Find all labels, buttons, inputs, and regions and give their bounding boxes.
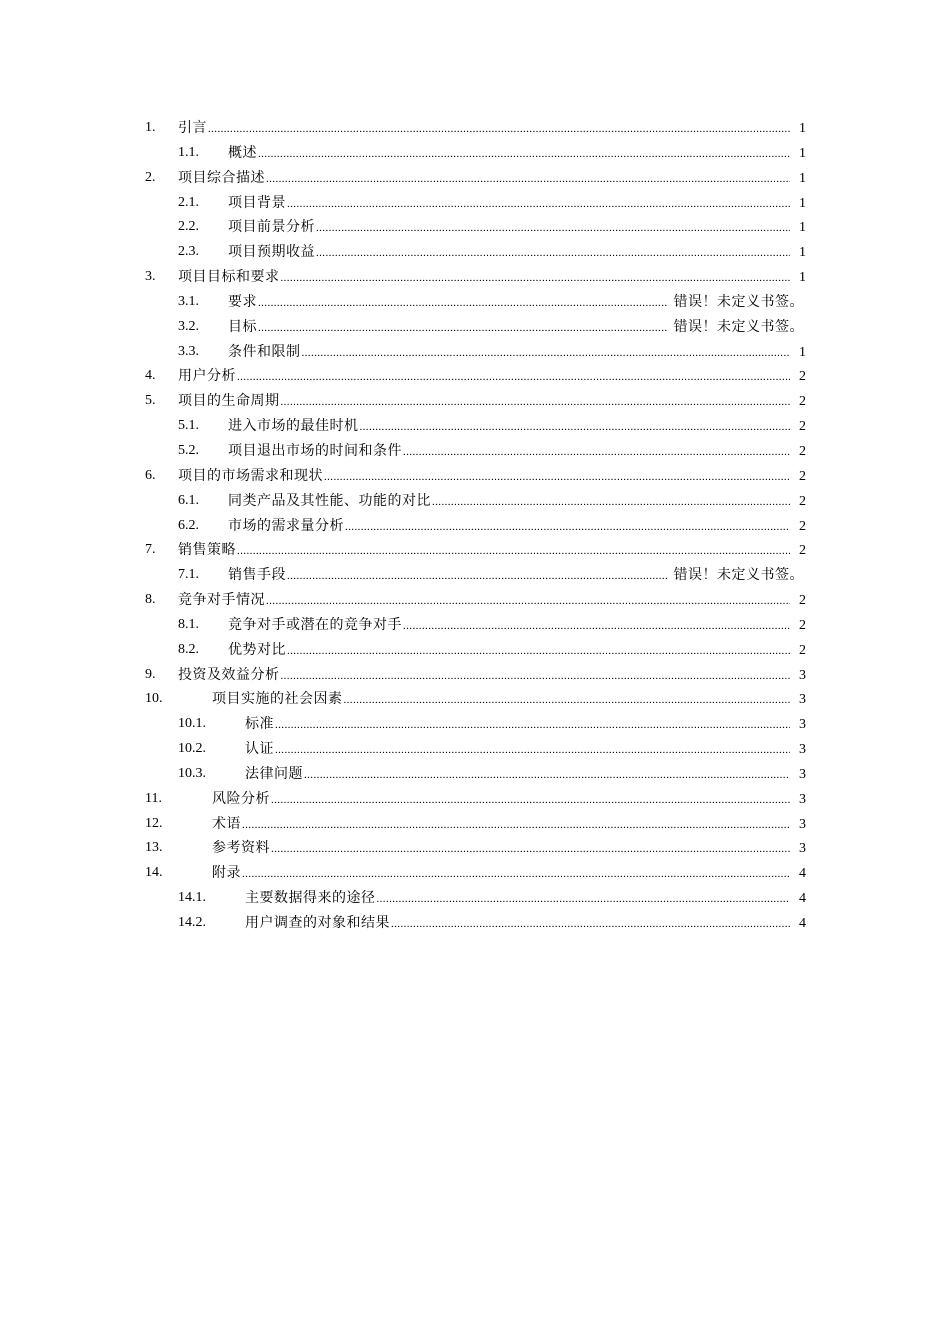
toc-entry-page-number: 3 <box>799 667 806 683</box>
toc-entry-title: 项目综合描述 <box>178 169 265 186</box>
toc-entry-title: 销售策略 <box>178 542 236 559</box>
toc-entry[interactable] <box>0 265 950 290</box>
toc-entry[interactable] <box>0 588 950 613</box>
toc-entry-number: 2. <box>145 169 156 185</box>
dot-leader <box>377 887 791 912</box>
toc-entry-number: 8. <box>145 592 156 608</box>
toc-entry-title: 附录 <box>212 865 241 882</box>
toc-entry-title: 项目预期收益 <box>228 244 315 261</box>
toc-entry-page-number: 3 <box>799 692 806 708</box>
dot-leader <box>271 788 790 813</box>
dot-leader <box>287 192 790 217</box>
toc-entry-page-number: 2 <box>799 617 806 633</box>
dot-leader <box>403 440 790 465</box>
toc-entry-number: 4. <box>145 368 156 384</box>
toc-entry[interactable] <box>0 836 950 861</box>
toc-entry-title: 要求 <box>228 293 257 310</box>
toc-entry-page-number: 4 <box>799 891 806 907</box>
dot-leader <box>237 539 790 564</box>
dot-leader <box>302 341 791 366</box>
toc-entry[interactable] <box>0 911 950 936</box>
dot-leader <box>281 390 791 415</box>
toc-entry-number: 7.1. <box>178 567 199 583</box>
toc-entry-title: 优势对比 <box>228 641 286 658</box>
toc-entry[interactable] <box>0 290 950 315</box>
toc-entry-page-number: 4 <box>799 916 806 931</box>
toc-entry-number: 6.1. <box>178 492 199 508</box>
toc-entry[interactable] <box>0 762 950 787</box>
toc-entry-bookmark-error: 错误！未定义书签。 <box>673 318 804 335</box>
table-of-contents <box>0 116 950 936</box>
toc-entry-title: 竞争对手情况 <box>178 592 265 609</box>
toc-entry-page-number: 1 <box>799 170 806 186</box>
toc-entry-title: 条件和限制 <box>228 343 301 360</box>
toc-entry[interactable] <box>0 687 950 712</box>
toc-entry[interactable] <box>0 538 950 563</box>
dot-leader <box>258 316 667 341</box>
toc-entry-title: 项目实施的社会因素 <box>212 691 343 708</box>
toc-entry[interactable] <box>0 712 950 737</box>
toc-entry-title: 项目背景 <box>228 194 286 211</box>
toc-entry-number: 8.1. <box>178 616 199 632</box>
toc-entry-number: 2.3. <box>178 244 199 260</box>
dot-leader <box>258 142 790 167</box>
toc-entry-number: 5.2. <box>178 442 199 458</box>
toc-entry-number: 9. <box>145 666 156 682</box>
toc-entry-title: 用户调查的对象和结果 <box>245 915 390 931</box>
dot-leader <box>266 167 790 192</box>
toc-entry[interactable] <box>0 886 950 911</box>
toc-entry-page-number: 4 <box>799 866 806 882</box>
toc-entry-number: 3.3. <box>178 343 199 359</box>
toc-entry[interactable] <box>0 364 950 389</box>
toc-entry-number: 10.3. <box>178 765 206 781</box>
toc-entry-title: 项目前景分析 <box>228 219 315 236</box>
dot-leader <box>432 490 790 515</box>
dot-leader <box>345 515 790 540</box>
toc-entry[interactable] <box>0 240 950 265</box>
toc-entry-bookmark-error: 错误！未定义书签。 <box>673 293 804 310</box>
dot-leader <box>344 688 791 713</box>
toc-entry-number: 1. <box>145 120 156 135</box>
toc-entry-page-number: 2 <box>799 468 806 484</box>
toc-entry-title: 同类产品及其性能、功能的对比 <box>228 492 431 509</box>
toc-entry[interactable] <box>0 613 950 638</box>
toc-entry-number: 1.1. <box>178 144 199 160</box>
dot-leader <box>324 465 790 490</box>
toc-entry-title: 参考资料 <box>212 840 270 857</box>
toc-entry-title: 项目退出市场的时间和条件 <box>228 442 402 459</box>
toc-entry[interactable] <box>0 489 950 514</box>
toc-entry-page-number: 2 <box>799 593 806 609</box>
toc-entry-number: 3. <box>145 269 156 285</box>
toc-entry-title: 市场的需求量分析 <box>228 517 344 534</box>
dot-leader <box>258 291 667 316</box>
toc-entry-number: 14. <box>145 865 163 881</box>
toc-entry-title: 引言 <box>178 120 207 136</box>
dot-leader <box>281 664 791 689</box>
toc-entry[interactable] <box>0 812 950 837</box>
dot-leader <box>275 713 790 738</box>
toc-entry-number: 10. <box>145 691 163 707</box>
toc-entry-page-number: 2 <box>799 369 806 385</box>
toc-entry-page-number: 3 <box>799 791 806 807</box>
toc-entry-page-number: 3 <box>799 841 806 857</box>
dot-leader <box>271 837 790 862</box>
toc-entry[interactable] <box>0 191 950 216</box>
dot-leader <box>237 365 790 390</box>
toc-entry-page-number: 1 <box>799 344 806 360</box>
toc-entry[interactable] <box>0 414 950 439</box>
toc-entry-page-number: 1 <box>799 220 806 236</box>
dot-leader <box>304 763 790 788</box>
toc-entry-page-number: 2 <box>799 543 806 559</box>
toc-entry[interactable] <box>0 514 950 539</box>
toc-entry-number: 7. <box>145 542 156 558</box>
toc-entry-title: 风险分析 <box>212 790 270 807</box>
toc-entry-page-number: 3 <box>799 766 806 782</box>
toc-entry-title: 术语 <box>212 815 241 832</box>
toc-entry-title: 投资及效益分析 <box>178 666 280 683</box>
toc-entry-number: 8.2. <box>178 641 199 657</box>
dot-leader <box>275 738 790 763</box>
toc-entry[interactable] <box>0 737 950 762</box>
toc-entry-page-number: 2 <box>799 518 806 534</box>
toc-entry[interactable] <box>0 638 950 663</box>
toc-entry-number: 10.1. <box>178 716 206 732</box>
dot-leader <box>266 589 790 614</box>
dot-leader <box>208 117 790 142</box>
toc-entry-title: 用户分析 <box>178 368 236 385</box>
toc-entry-number: 2.2. <box>178 219 199 235</box>
toc-entry[interactable] <box>0 166 950 191</box>
dot-leader <box>391 912 790 937</box>
toc-entry-title: 项目目标和要求 <box>178 269 280 286</box>
toc-entry-number: 13. <box>145 840 163 856</box>
toc-entry-page-number: 3 <box>799 816 806 832</box>
toc-entry-title: 项目的生命周期 <box>178 393 280 410</box>
toc-entry[interactable] <box>0 141 950 166</box>
dot-leader <box>287 564 667 589</box>
toc-entry-page-number: 2 <box>799 642 806 658</box>
toc-entry[interactable] <box>0 663 950 688</box>
toc-entry-title: 销售手段 <box>228 567 286 584</box>
toc-entry-number: 11. <box>145 790 162 806</box>
toc-entry-number: 14.2. <box>178 915 206 930</box>
toc-entry-title: 目标 <box>228 318 257 335</box>
toc-entry-number: 6. <box>145 467 156 483</box>
toc-entry[interactable] <box>0 389 950 414</box>
toc-entry-number: 12. <box>145 815 163 831</box>
toc-entry-title: 进入市场的最佳时机 <box>228 418 359 435</box>
toc-entry-bookmark-error: 错误！未定义书签。 <box>673 567 804 584</box>
toc-entry-page-number: 3 <box>799 742 806 758</box>
toc-entry[interactable] <box>0 439 950 464</box>
toc-entry-page-number: 2 <box>799 443 806 459</box>
toc-entry[interactable] <box>0 861 950 886</box>
toc-entry-page-number: 2 <box>799 394 806 410</box>
toc-entry-page-number: 1 <box>799 270 806 286</box>
toc-entry[interactable] <box>0 215 950 240</box>
toc-entry[interactable] <box>0 116 950 141</box>
toc-entry[interactable] <box>0 340 950 365</box>
toc-entry-page-number: 1 <box>799 245 806 261</box>
dot-leader <box>242 862 790 887</box>
toc-entry-title: 概述 <box>228 144 257 161</box>
dot-leader <box>316 241 790 266</box>
toc-entry-title: 竞争对手或潜在的竞争对手 <box>228 616 402 633</box>
toc-entry-title: 标准 <box>245 716 274 733</box>
toc-entry-title: 法律问题 <box>245 765 303 782</box>
toc-entry-number: 3.1. <box>178 293 199 309</box>
dot-leader <box>242 813 790 838</box>
toc-entry-page-number: 2 <box>799 493 806 509</box>
toc-entry-title: 认证 <box>245 741 274 758</box>
toc-entry-number: 2.1. <box>178 194 199 210</box>
toc-entry-number: 14.1. <box>178 890 206 906</box>
toc-entry-number: 5. <box>145 393 156 409</box>
dot-leader <box>287 639 790 664</box>
toc-entry-page-number: 3 <box>799 717 806 733</box>
toc-entry-page-number: 1 <box>799 195 806 211</box>
toc-entry-number: 10.2. <box>178 741 206 757</box>
toc-entry-number: 6.2. <box>178 517 199 533</box>
toc-entry-page-number: 1 <box>799 145 806 161</box>
dot-leader <box>281 266 791 291</box>
toc-entry-title: 项目的市场需求和现状 <box>178 467 323 484</box>
toc-entry-page-number: 2 <box>799 419 806 435</box>
dot-leader <box>316 216 790 241</box>
dot-leader <box>360 415 791 440</box>
toc-entry-number: 3.2. <box>178 318 199 334</box>
toc-entry-number: 5.1. <box>178 418 199 434</box>
toc-entry[interactable] <box>0 563 950 588</box>
toc-entry-title: 主要数据得来的途径 <box>245 890 376 907</box>
toc-entry-page-number: 1 <box>799 121 806 136</box>
toc-entry[interactable] <box>0 464 950 489</box>
toc-entry[interactable] <box>0 787 950 812</box>
dot-leader <box>403 614 790 639</box>
toc-entry[interactable] <box>0 315 950 340</box>
